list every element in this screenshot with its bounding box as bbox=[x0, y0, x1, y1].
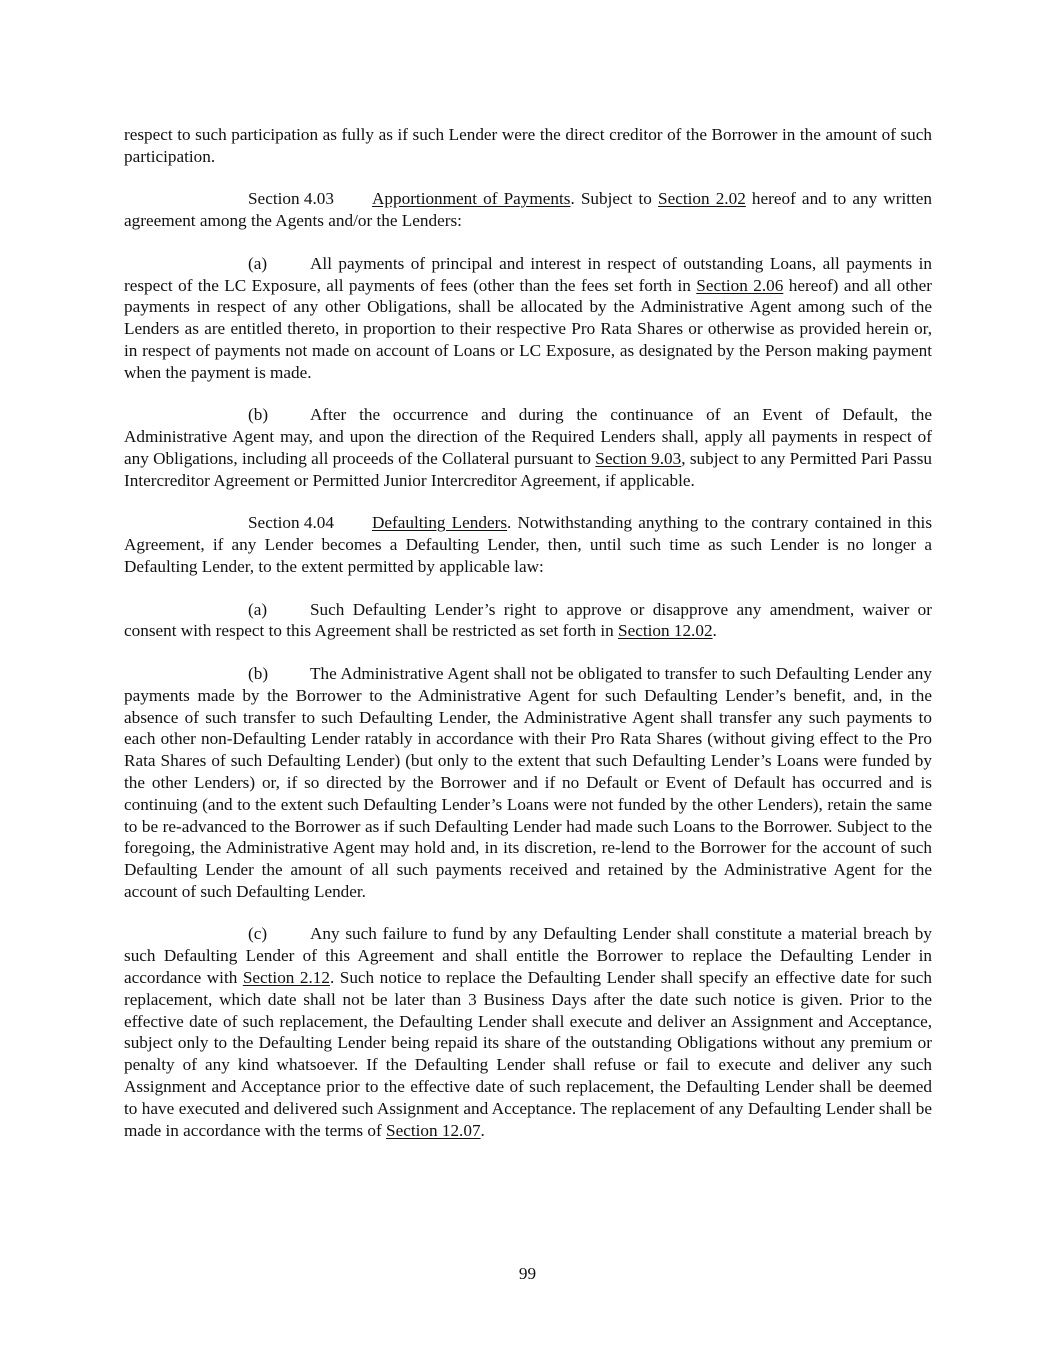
page-number: 99 bbox=[518, 1264, 537, 1283]
clause-4-04-a bbox=[124, 599, 932, 643]
paragraph-text: . bbox=[712, 621, 717, 641]
clause-4-03-b bbox=[124, 404, 932, 491]
section-number: Section 4.03 bbox=[248, 189, 334, 209]
section-reference: Section 2.12 bbox=[242, 968, 330, 988]
clause-label: (b) bbox=[248, 663, 269, 683]
clause-label: (b) bbox=[248, 405, 269, 425]
clause-label: (c) bbox=[248, 924, 268, 944]
section-reference: Section 2.06 bbox=[696, 275, 784, 295]
section-reference: Section 2.02 bbox=[658, 189, 746, 209]
section-reference: Section 9.03 bbox=[595, 448, 682, 468]
clause-4-04-c bbox=[124, 923, 932, 1141]
clause-4-04-b bbox=[124, 663, 932, 903]
section-number: Section 4.04 bbox=[248, 513, 334, 533]
document-page bbox=[124, 124, 932, 1141]
section-4-04-heading-paragraph bbox=[124, 512, 932, 577]
paragraph-text: All payments of principal and interest in respect of outstanding Loans, all payments in respect of the LC Exposure, all payments of fees (other than the fees set forth in bbox=[124, 253, 932, 295]
paragraph-text: . bbox=[480, 1120, 485, 1140]
paragraph-text: . Such notice to replace the Defaulting Lender shall specify an effective date for such replacement, which date shall not be later than 3 Business Days after the date such notice is given. Prior to the effective date of such replacement, the Defaulting Lender shall execute and deliver an Assignment and Acceptance, subject only to the Defaulting Lender being repaid its share of the outstanding Obligations without any premium or penalty of any kind whatsoever. If the Defaulting Lender shall refuse or fail to execute and deliver any such Assignment and Acceptance prior to the effective date of such replacement, the Defaulting Lender shall be deemed to have executed and delivered such Assignment and Acceptance. The replacement of any Defaulting Lender shall be made in accordance with the terms of bbox=[124, 968, 932, 1140]
clause-4-03-a bbox=[124, 253, 932, 384]
paragraph-text: respect to such participation as fully as if such Lender were the direct creditor of the Borrower in the amount of such participation. bbox=[124, 125, 932, 166]
paragraph-text: , subject to any Permitted Pari Passu Intercreditor Agreement or Permitted Junior Intercreditor Agreement, if applicable. bbox=[124, 448, 932, 490]
paragraph-text: Any such failure to fund by any Defaulting Lender shall constitute a material breach by such Defaulting Lender of this Agreement and shall entitle the Borrower to replace the Defaulting Lender in accordance with bbox=[124, 924, 932, 988]
section-4-03-heading-paragraph bbox=[124, 188, 932, 232]
paragraph-text: Such Defaulting Lender’s right to approve or disapprove any amendment, waiver or consent with respect to this Agreement shall be restricted as set forth in bbox=[124, 599, 932, 641]
section-reference: Section 12.02 bbox=[618, 621, 713, 641]
paragraph-text: hereof and to any written agreement among the Agents and/or the Lenders: bbox=[124, 189, 932, 231]
section-title: Apportionment of Payments bbox=[372, 189, 571, 209]
paragraph-text: The Administrative Agent shall not be obligated to transfer to such Defaulting Lender any payments made by the Borrower to the Administrative Agent for such Defaulting Lender’s benefit, and, in the absence of such transfer to such Defaulting Lender, the Administrative Agent shall transfer any such payments to each other non-Defaulting Lender ratably in accordance with their Pro Rata Shares (without giving effect to the Pro Rata Shares of such Defaulting Lender) (but only to the extent that such Defaulting Lender’s Loans were funded by the other Lenders) or, if so directed by the Borrower and if no Default or Event of Default has occurred and is continuing (and to the extent such Defaulting Lender’s Loans were not funded by the other Lenders), retain the same to be re-advanced to the Borrower as if such Defaulting Lender had made such Loans to the Borrower. Subject to the foregoing, the Administrative Agent may hold and, in its discretion, re-lend to the Borrower for the account of such Defaulting Lender the amount of all such payments received and retained by the Administrative Agent for the account of such Defaulting Lender. bbox=[124, 663, 932, 901]
section-title: Defaulting Lenders bbox=[372, 513, 508, 533]
paragraph-text: After the occurrence and during the continuance of an Event of Default, the Administrative Agent may, and upon the direction of the Required Lenders shall, apply all payments in respect of any Obligations, including all proceeds of the Collateral pursuant to bbox=[124, 405, 932, 468]
paragraph-text: hereof) and all other payments in respect of any other Obligations, shall be allocated by the Administrative Agent among such of the Lenders as are entitled thereto, in proportion to their respective Pro Rata Shares or otherwise as provided herein or, in respect of payments not made on account of Loans or LC Exposure, as designated by the Person making payment when the payment is made. bbox=[124, 275, 932, 382]
paragraph-text: . Notwithstanding anything to the contrary contained in this Agreement, if any Lender becomes a Defaulting Lender, then, until such time as such Lender is no longer a Defaulting Lender, to the extent permitted by applicable law: bbox=[124, 513, 933, 576]
paragraph-text: . Subject to bbox=[570, 189, 659, 209]
clause-label: (a) bbox=[248, 599, 268, 619]
clause-label: (a) bbox=[248, 253, 268, 273]
section-reference: Section 12.07 bbox=[386, 1120, 481, 1140]
continuation-paragraph bbox=[124, 124, 932, 168]
